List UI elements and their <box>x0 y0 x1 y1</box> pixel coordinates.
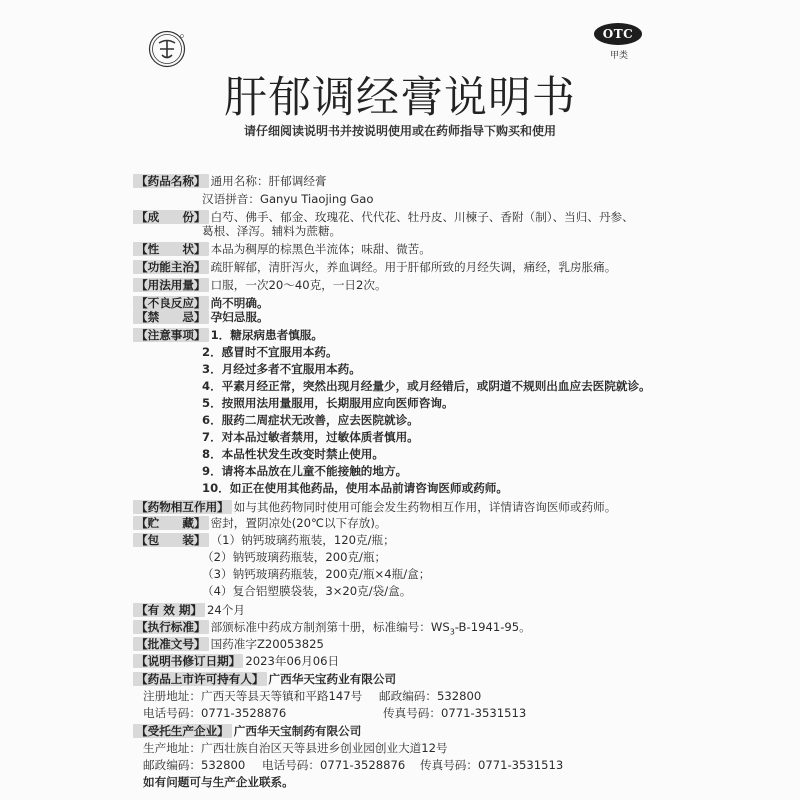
standard-text: 部颁标准中药成方制剂第十册，标准编号：WS <box>210 620 450 634</box>
note-item: 3．月经过多者不宜服用本药。 <box>202 362 361 376</box>
adverse-text: 尚不明确。 <box>210 296 269 310</box>
revision-text: 2023年06月06日 <box>245 654 340 668</box>
ingredients-label: 【成 份】 <box>133 210 209 224</box>
drug-name-row <box>133 174 327 188</box>
holder-fax: 传真号码：0771-3531513 <box>383 706 527 720</box>
holder-address: 注册地址：广西天等县天等镇和平路147号 <box>143 689 363 703</box>
drug-name-common: 通用名称：肝郁调经膏 <box>210 174 327 188</box>
adverse-label: 【不良反应】 <box>133 296 209 310</box>
contra-text: 孕妇忌服。 <box>210 310 269 324</box>
maker-address: 生产地址：广西壮族自治区天等县进乡创业园创业大道12号 <box>143 741 448 755</box>
property-row <box>133 242 431 256</box>
interaction-row <box>133 500 616 514</box>
note-item: 7．对本品过敏者禁用，过敏体质者慎用。 <box>202 430 419 444</box>
maker-row <box>133 724 361 738</box>
approval-text: 国药准字Z20053825 <box>210 637 324 651</box>
package-label: 【包 装】 <box>133 533 209 547</box>
drug-name-label: 【药品名称】 <box>133 174 209 188</box>
maker-postcode: 邮政编码：532800 <box>143 758 246 772</box>
maker-name: 广西华天宝制药有限公司 <box>233 724 362 738</box>
standard-sub: 3 <box>449 627 455 637</box>
note-item: 10．如正在使用其他药品，使用本品前请咨询医师或药师。 <box>202 481 508 495</box>
package-item: （4）复合铝塑膜袋装，3×20克/袋/盒。 <box>202 584 412 598</box>
property-text: 本品为稠厚的棕黑色半流体；味甜、微苦。 <box>210 242 431 256</box>
note-item: 1．糖尿病患者慎服。 <box>210 328 323 342</box>
approval-row <box>133 637 324 651</box>
storage-label: 【贮 藏】 <box>133 516 209 530</box>
package-row <box>133 533 395 547</box>
note-item: 5．按照用法用量服用，长期服用应向医师咨询。 <box>202 396 454 410</box>
contra-row <box>133 310 269 324</box>
package-item: （1）钠钙玻璃药瓶装，120克/瓶； <box>210 533 395 547</box>
ingredients-row <box>133 210 634 224</box>
approval-label: 【批准文号】 <box>133 637 209 651</box>
holder-row <box>133 672 396 686</box>
validity-row <box>133 603 245 617</box>
footer-note: 如有问题可与生产企业联系。 <box>143 775 294 789</box>
revision-label: 【说明书修订日期】 <box>133 654 243 668</box>
function-row <box>133 260 616 274</box>
notes-row <box>133 328 323 342</box>
holder-postcode: 邮政编码：532800 <box>379 689 482 703</box>
validity-text: 24个月 <box>207 603 245 617</box>
adverse-row <box>133 296 269 310</box>
note-item: 8．本品性状发生改变时禁止使用。 <box>202 447 384 461</box>
validity-label: 【有 效 期】 <box>133 603 205 617</box>
holder-name: 广西华天宝药业有限公司 <box>268 672 397 686</box>
otc-class-label: 甲类 <box>610 51 629 61</box>
ingredients-text-2: 葛根、泽泻。辅料为蔗糖。 <box>202 224 342 238</box>
maker-fax: 传真号码：0771-3531513 <box>420 758 564 772</box>
maker-label: 【受托生产企业】 <box>133 724 232 738</box>
note-item: 9．请将本品放在儿童不能接触的地方。 <box>202 464 408 478</box>
ingredients-text-1: 白芍、佛手、郁金、玫瑰花、代代花、牡丹皮、川楝子、香附（制）、当归、丹参、 <box>210 210 634 224</box>
usage-text: 口服，一次20～40克，一日2次。 <box>210 278 387 292</box>
package-item: （2）钠钙玻璃药瓶装，200克/瓶； <box>202 550 387 564</box>
revision-row <box>133 654 339 668</box>
property-label: 【性 状】 <box>133 242 209 256</box>
function-label: 【功能主治】 <box>133 260 209 274</box>
drug-name-pinyin: 汉语拼音：Ganyu Tiaojing Gao <box>202 192 374 206</box>
standard-tail: -B-1941-95。 <box>454 620 531 634</box>
maker-phone: 电话号码：0771-3528876 <box>262 758 406 772</box>
usage-row <box>133 278 387 292</box>
function-text: 疏肝解郁，清肝泻火，养血调经。用于肝郁所致的月经失调，痛经，乳房胀痛。 <box>210 260 617 274</box>
note-item: 2．感冒时不宜服用本药。 <box>202 345 338 359</box>
holder-label: 【药品上市许可持有人】 <box>133 672 267 686</box>
storage-row <box>133 516 387 530</box>
company-logo-icon <box>148 30 186 68</box>
standard-label: 【执行标准】 <box>133 620 209 634</box>
page-subtitle: 请仔细阅读说明书并按说明使用或在药师指导下购买和使用 <box>243 124 556 138</box>
otc-badge: OTC <box>594 23 642 45</box>
holder-phone: 电话号码：0771-3528876 <box>143 706 287 720</box>
usage-label: 【用法用量】 <box>133 278 209 292</box>
storage-text: 密封，置阴凉处(20℃以下存放)。 <box>210 516 387 530</box>
interaction-label: 【药物相互作用】 <box>133 500 232 514</box>
contra-label: 【禁 忌】 <box>133 310 209 324</box>
note-item: 6．服药二周症状无改善，应去医院就诊。 <box>202 413 419 427</box>
notes-label: 【注意事项】 <box>133 328 209 342</box>
page-title: 肝郁调经膏说明书 <box>224 73 576 123</box>
note-item: 4．平素月经正常，突然出现月经量少，或月经错后，或阴道不规则出血应去医院就诊。 <box>202 379 651 393</box>
interaction-text: 如与其他药物同时使用可能会发生药物相互作用，详情请咨询医师或药师。 <box>233 500 617 514</box>
package-item: （3）钠钙玻璃药瓶装，200克/瓶×4瓶/盒； <box>202 567 431 581</box>
